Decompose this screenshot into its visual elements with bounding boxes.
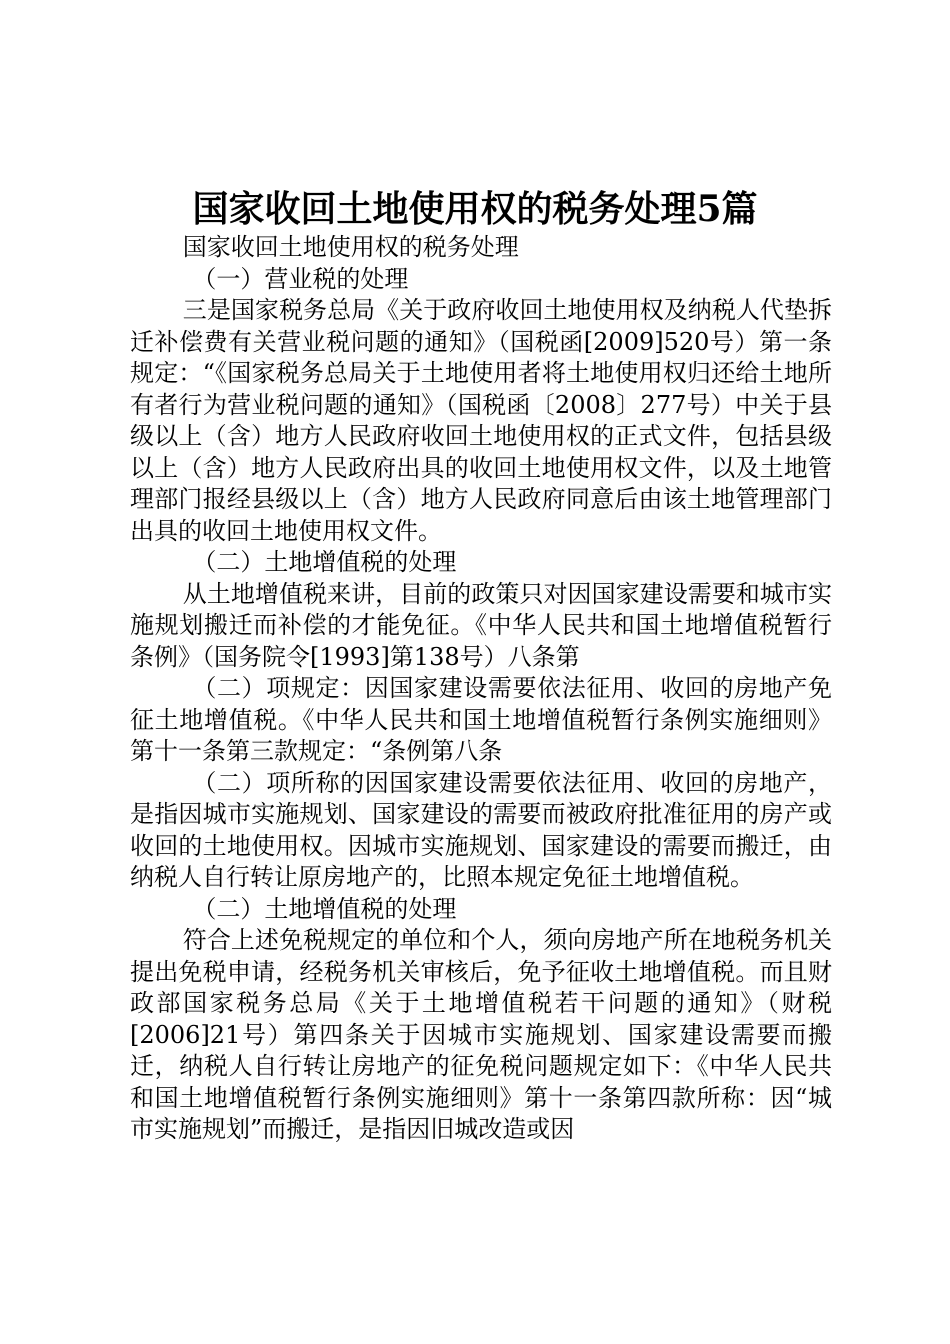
paragraph: （二）项规定：因国家建设需要依法征用、收回的房地产免征土地增值税。《中华人民共和国土地增值税暂行条例实施细则》第十一条第三款规定：“条例第八条 [130,674,832,765]
paragraph: （二）项所称的因国家建设需要依法征用、收回的房地产，是指因城市实施规划、国家建设的需要而被政府批准征用的房产或收回的土地使用权。因城市实施规划、国家建设的需要而搬迁，由纳税人自行转让原房地产的，比照本规定免征土地增值税。 [130,768,832,891]
paragraph: 符合上述免税规定的单位和个人，须向房地产所在地税务机关提出免税申请，经税务机关审核后，免予征收土地增值税。而且财政部国家税务总局《关于土地增值税若干问题的通知》（财税[2006]21号）第四条关于因城市实施规划、国家建设需要而搬迁，纳税人自行转让房地产的征免税问题规定如下：《中华人民共和国土地增值税暂行条例实施细则》第十一条第四款所称：因“城市实施规划”而搬迁，是指因旧城改造或因 [130,926,832,1143]
paragraph-subtitle: 国家收回土地使用权的税务处理 [182,233,519,261]
document-body [130,232,832,1146]
section-heading-land-value-tax: （二）土地增值税的处理 [192,894,457,923]
section-heading-land-value-tax: （二）土地增值税的处理 [192,548,457,576]
page-title: 国家收回土地使用权的税务处理5篇 [192,188,758,230]
section-heading-business-tax: （一）营业税的处理 [192,264,409,293]
paragraph: 从土地增值税来讲，目前的政策只对因国家建设需要和城市实施规划搬迁而补偿的才能免征。《中华人民共和国土地增值税暂行条例》（国务院令[1993]第138号）八条第 [130,579,832,671]
paragraph: 三是国家税务总局《关于政府收回土地使用权及纳税人代垫拆迁补偿费有关营业税问题的通知》（国税函[2009]520号）第一条规定：“《国家税务总局关于土地使用者将土地使用权归还给土地所有者行为营业税问题的通知》（国税函〔2008〕277号）中关于县级以上（含）地方人民政府收回土地使用权的正式文件，包括县级以上（含）地方人民政府出具的收回土地使用权文件，以及土地管理部门报经县级以上（含）地方人民政府同意后由该土地管理部门出具的收回土地使用权文件。 [130,296,832,545]
